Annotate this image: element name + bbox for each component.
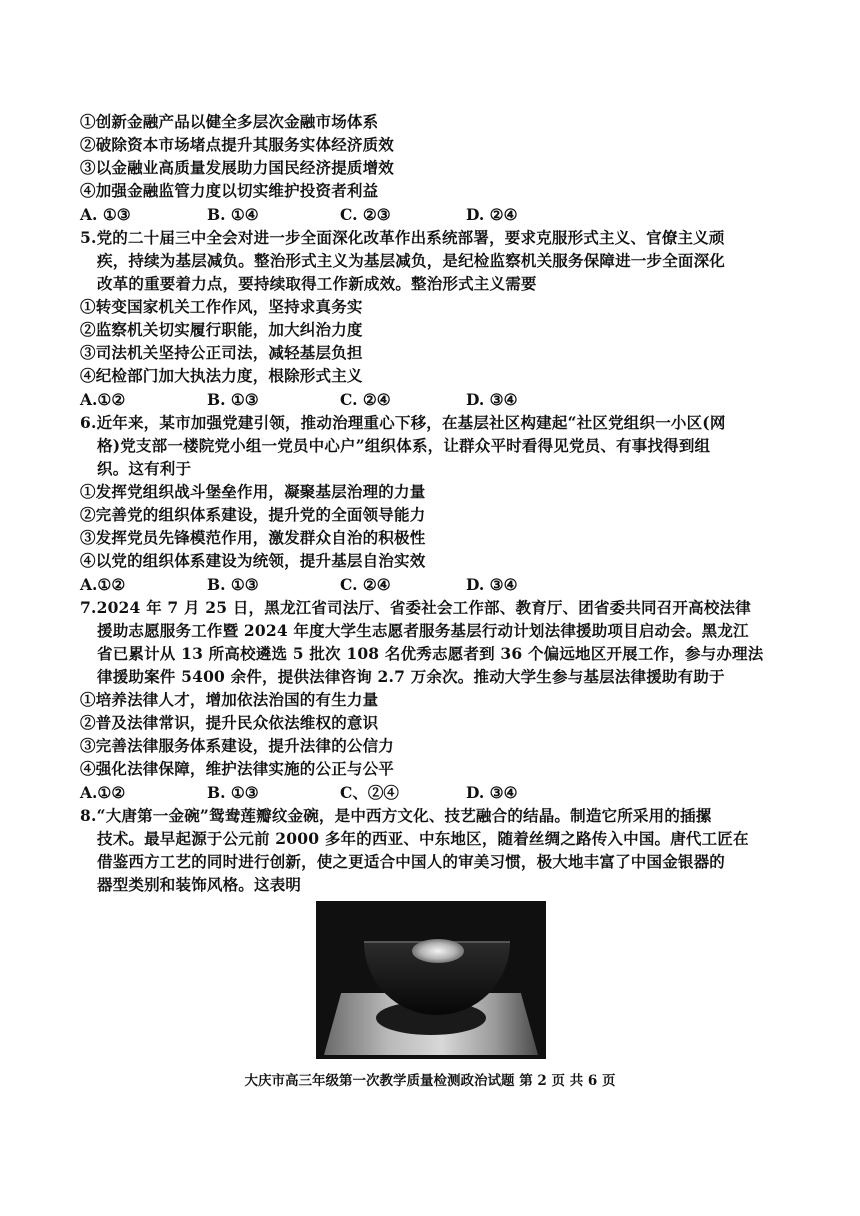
q7-option-a: A.①② xyxy=(80,783,126,802)
q7-stem-1: 7.2024 年 7 月 25 日，黑龙江省司法厅、省委社会工作部、教育厅、团省委共同召开高校法律 xyxy=(80,598,751,617)
q5-choice-4: ④纪检部门加大执法力度，根除形式主义 xyxy=(80,366,363,385)
q4-choice-3: ③以金融业高质量发展助力国民经济提质增效 xyxy=(80,158,395,177)
gold-bowl-photo xyxy=(316,901,546,1059)
q4-option-d: D. ②④ xyxy=(466,205,518,224)
q5-stem-3: 改革的重要着力点，要持续取得工作新成效。整治形式主义需要 xyxy=(97,274,537,293)
q8-stem-1: 8.“大唐第一金碗”鸳鸯莲瓣纹金碗，是中西方文化、技艺融合的结晶。制造它所采用的插摞 xyxy=(80,806,712,825)
q5-option-c: C. ②④ xyxy=(340,390,391,409)
q5-option-a: A.①② xyxy=(80,390,126,409)
q8-stem-3: 借鉴西方工艺的同时进行创新，使之更适合中国人的审美习惯，极大地丰富了中国金银器的 xyxy=(97,852,726,871)
q4-option-c: C. ②③ xyxy=(340,205,391,224)
q7-stem-4: 律援助案件 5400 余件，提供法律咨询 2.7 万余次。推动大学生参与基层法律援助有助于 xyxy=(97,667,725,686)
page-footer: 大庆市高三年级第一次教学质量检测政治试题 第 2 页 共 6 页 xyxy=(244,1073,616,1089)
q6-choice-1: ①发挥党组织战斗堡垒作用，凝聚基层治理的力量 xyxy=(80,482,426,501)
q5-choice-2: ②监察机关切实履行职能，加大纠治力度 xyxy=(80,320,363,339)
q7-option-d: D. ③④ xyxy=(466,783,518,802)
q5-stem-2: 疾，持续为基层减负。整治形式主义为基层减负，是纪检监察机关服务保障进一步全面深化 xyxy=(97,251,726,270)
q5-stem-1: 5.党的二十届三中全会对进一步全面深化改革作出系统部署，要求克服形式主义、官僚主义顽 xyxy=(80,228,725,247)
q6-option-c: C. ②④ xyxy=(340,575,391,594)
q5-option-d: D. ③④ xyxy=(466,390,518,409)
q4-option-b: B. ①④ xyxy=(207,205,259,224)
q7-stem-2: 援助志愿服务工作暨 2024 年度大学生志愿者服务基层行动计划法律援助项目启动会。黑龙江 xyxy=(97,621,749,640)
q5-choice-1: ①转变国家机关工作作风，坚持求真务实 xyxy=(80,297,363,316)
q5-choice-3: ③司法机关坚持公正司法，减轻基层负担 xyxy=(80,343,363,362)
q6-option-d: D. ③④ xyxy=(466,575,518,594)
q7-option-c: C、②④ xyxy=(340,783,399,802)
q7-choice-2: ②普及法律常识，提升民众依法维权的意识 xyxy=(80,713,379,732)
q6-stem-3: 织。这有利于 xyxy=(97,459,192,478)
q7-choice-4: ④强化法律保障，维护法律实施的公正与公平 xyxy=(80,759,395,778)
photo-bowl-highlight xyxy=(412,939,464,963)
q4-choice-2: ②破除资本市场堵点提升其服务实体经济质效 xyxy=(80,135,395,154)
q5-option-b: B. ①③ xyxy=(207,390,259,409)
q7-choice-3: ③完善法律服务体系建设，提升法律的公信力 xyxy=(80,736,395,755)
q6-option-a: A.①② xyxy=(80,575,126,594)
q6-option-b: B. ①③ xyxy=(207,575,259,594)
q7-stem-3: 省已累计从 13 所高校遴选 5 批次 108 名优秀志愿者到 36 个偏远地区开展工作，参与办理法 xyxy=(97,644,764,663)
q6-stem-1: 6.近年来，某市加强党建引领，推动治理重心下移，在基层社区构建起“社区党组织一小区(网 xyxy=(80,413,726,432)
q4-choice-4: ④加强金融监管力度以切实维护投资者利益 xyxy=(80,181,379,200)
q8-stem-2: 技术。最早起源于公元前 2000 多年的西亚、中东地区，随着丝绸之路传入中国。唐代工匠在 xyxy=(97,829,749,848)
q6-choice-4: ④以党的组织体系建设为统领，提升基层自治实效 xyxy=(80,551,426,570)
q7-choice-1: ①培养法律人才，增加依法治国的有生力量 xyxy=(80,690,379,709)
q7-option-b: B. ①③ xyxy=(207,783,259,802)
q4-choice-1: ①创新金融产品以健全多层次金融市场体系 xyxy=(80,112,379,131)
q6-choice-2: ②完善党的组织体系建设，提升党的全面领导能力 xyxy=(80,505,426,524)
q8-stem-4: 器型类别和装饰风格。这表明 xyxy=(97,875,302,894)
q6-choice-3: ③发挥党员先锋模范作用，激发群众自治的积极性 xyxy=(80,528,426,547)
q6-stem-2: 格)党支部一楼院党小组一党员中心户”组织体系，让群众平时看得见党员、有事找得到组 xyxy=(97,436,711,455)
q4-option-a: A. ①③ xyxy=(80,205,131,224)
